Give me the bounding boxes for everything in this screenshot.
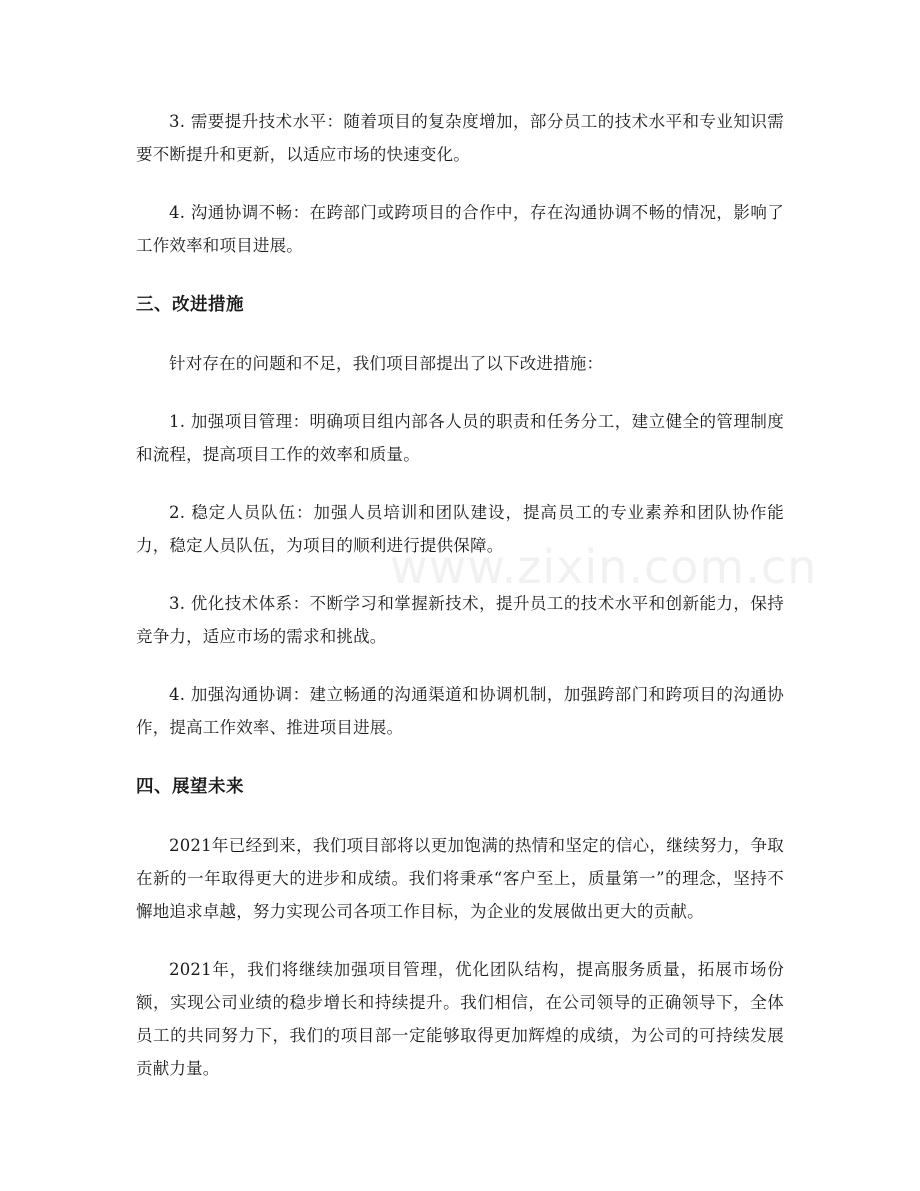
paragraph-outlook-1: 2021年已经到来，我们项目部将以更加饱满的热情和坚定的信心，继续努力，争取在新的一年取得更大的进步和成绩。我们将秉承“客户至上，质量第一”的理念，坚持不懈地追求卓越，努力实现公司各项工作目标，为企业的发展做出更大的贡献。 <box>136 836 784 921</box>
list-item-poor-communication: 4. 沟通协调不畅：在跨部门或跨项目的合作中，存在沟通协调不畅的情况，影响了工作效率和项目进展。 <box>136 203 784 255</box>
list-item-strengthen-communication: 4. 加强沟通协调：建立畅通的沟通渠道和协调机制，加强跨部门和跨项目的沟通协作，提高工作效率、推进项目进展。 <box>136 685 784 737</box>
list-item-project-management: 1. 加强项目管理：明确项目组内部各人员的职责和任务分工，建立健全的管理制度和流程，提高项目工作的效率和质量。 <box>136 412 784 464</box>
section-heading-outlook: 四、展望未来 <box>136 777 244 797</box>
paragraph-outlook-2: 2021年，我们将继续加强项目管理，优化团队结构，提高服务质量，拓展市场份额，实现公司业绩的稳步增长和持续提升。我们相信，在公司领导的正确领导下，全体员工的共同努力下，我们的项目部一定能够取得更加辉煌的成绩，为公司的可持续发展贡献力量。 <box>136 960 784 1078</box>
document-body <box>136 105 784 1085</box>
section-intro-improvement: 针对存在的问题和不足，我们项目部提出了以下改进措施： <box>169 354 604 373</box>
watermark-text: www.zixin.com.cn <box>390 540 818 594</box>
list-item-need-tech-skills: 3. 需要提升技术水平：随着项目的复杂度增加，部分员工的技术水平和专业知识需要不断提升和更新，以适应市场的快速变化。 <box>136 112 784 164</box>
list-item-optimize-tech: 3. 优化技术体系：不断学习和掌握新技术，提升员工的技术水平和创新能力，保持竞争力，适应市场的需求和挑战。 <box>136 594 784 646</box>
section-heading-improvement: 三、改进措施 <box>136 295 244 315</box>
list-item-stable-staff: 2. 稳定人员队伍：加强人员培训和团队建设，提高员工的专业素养和团队协作能力，稳定人员队伍，为项目的顺利进行提供保障。 <box>136 503 784 555</box>
